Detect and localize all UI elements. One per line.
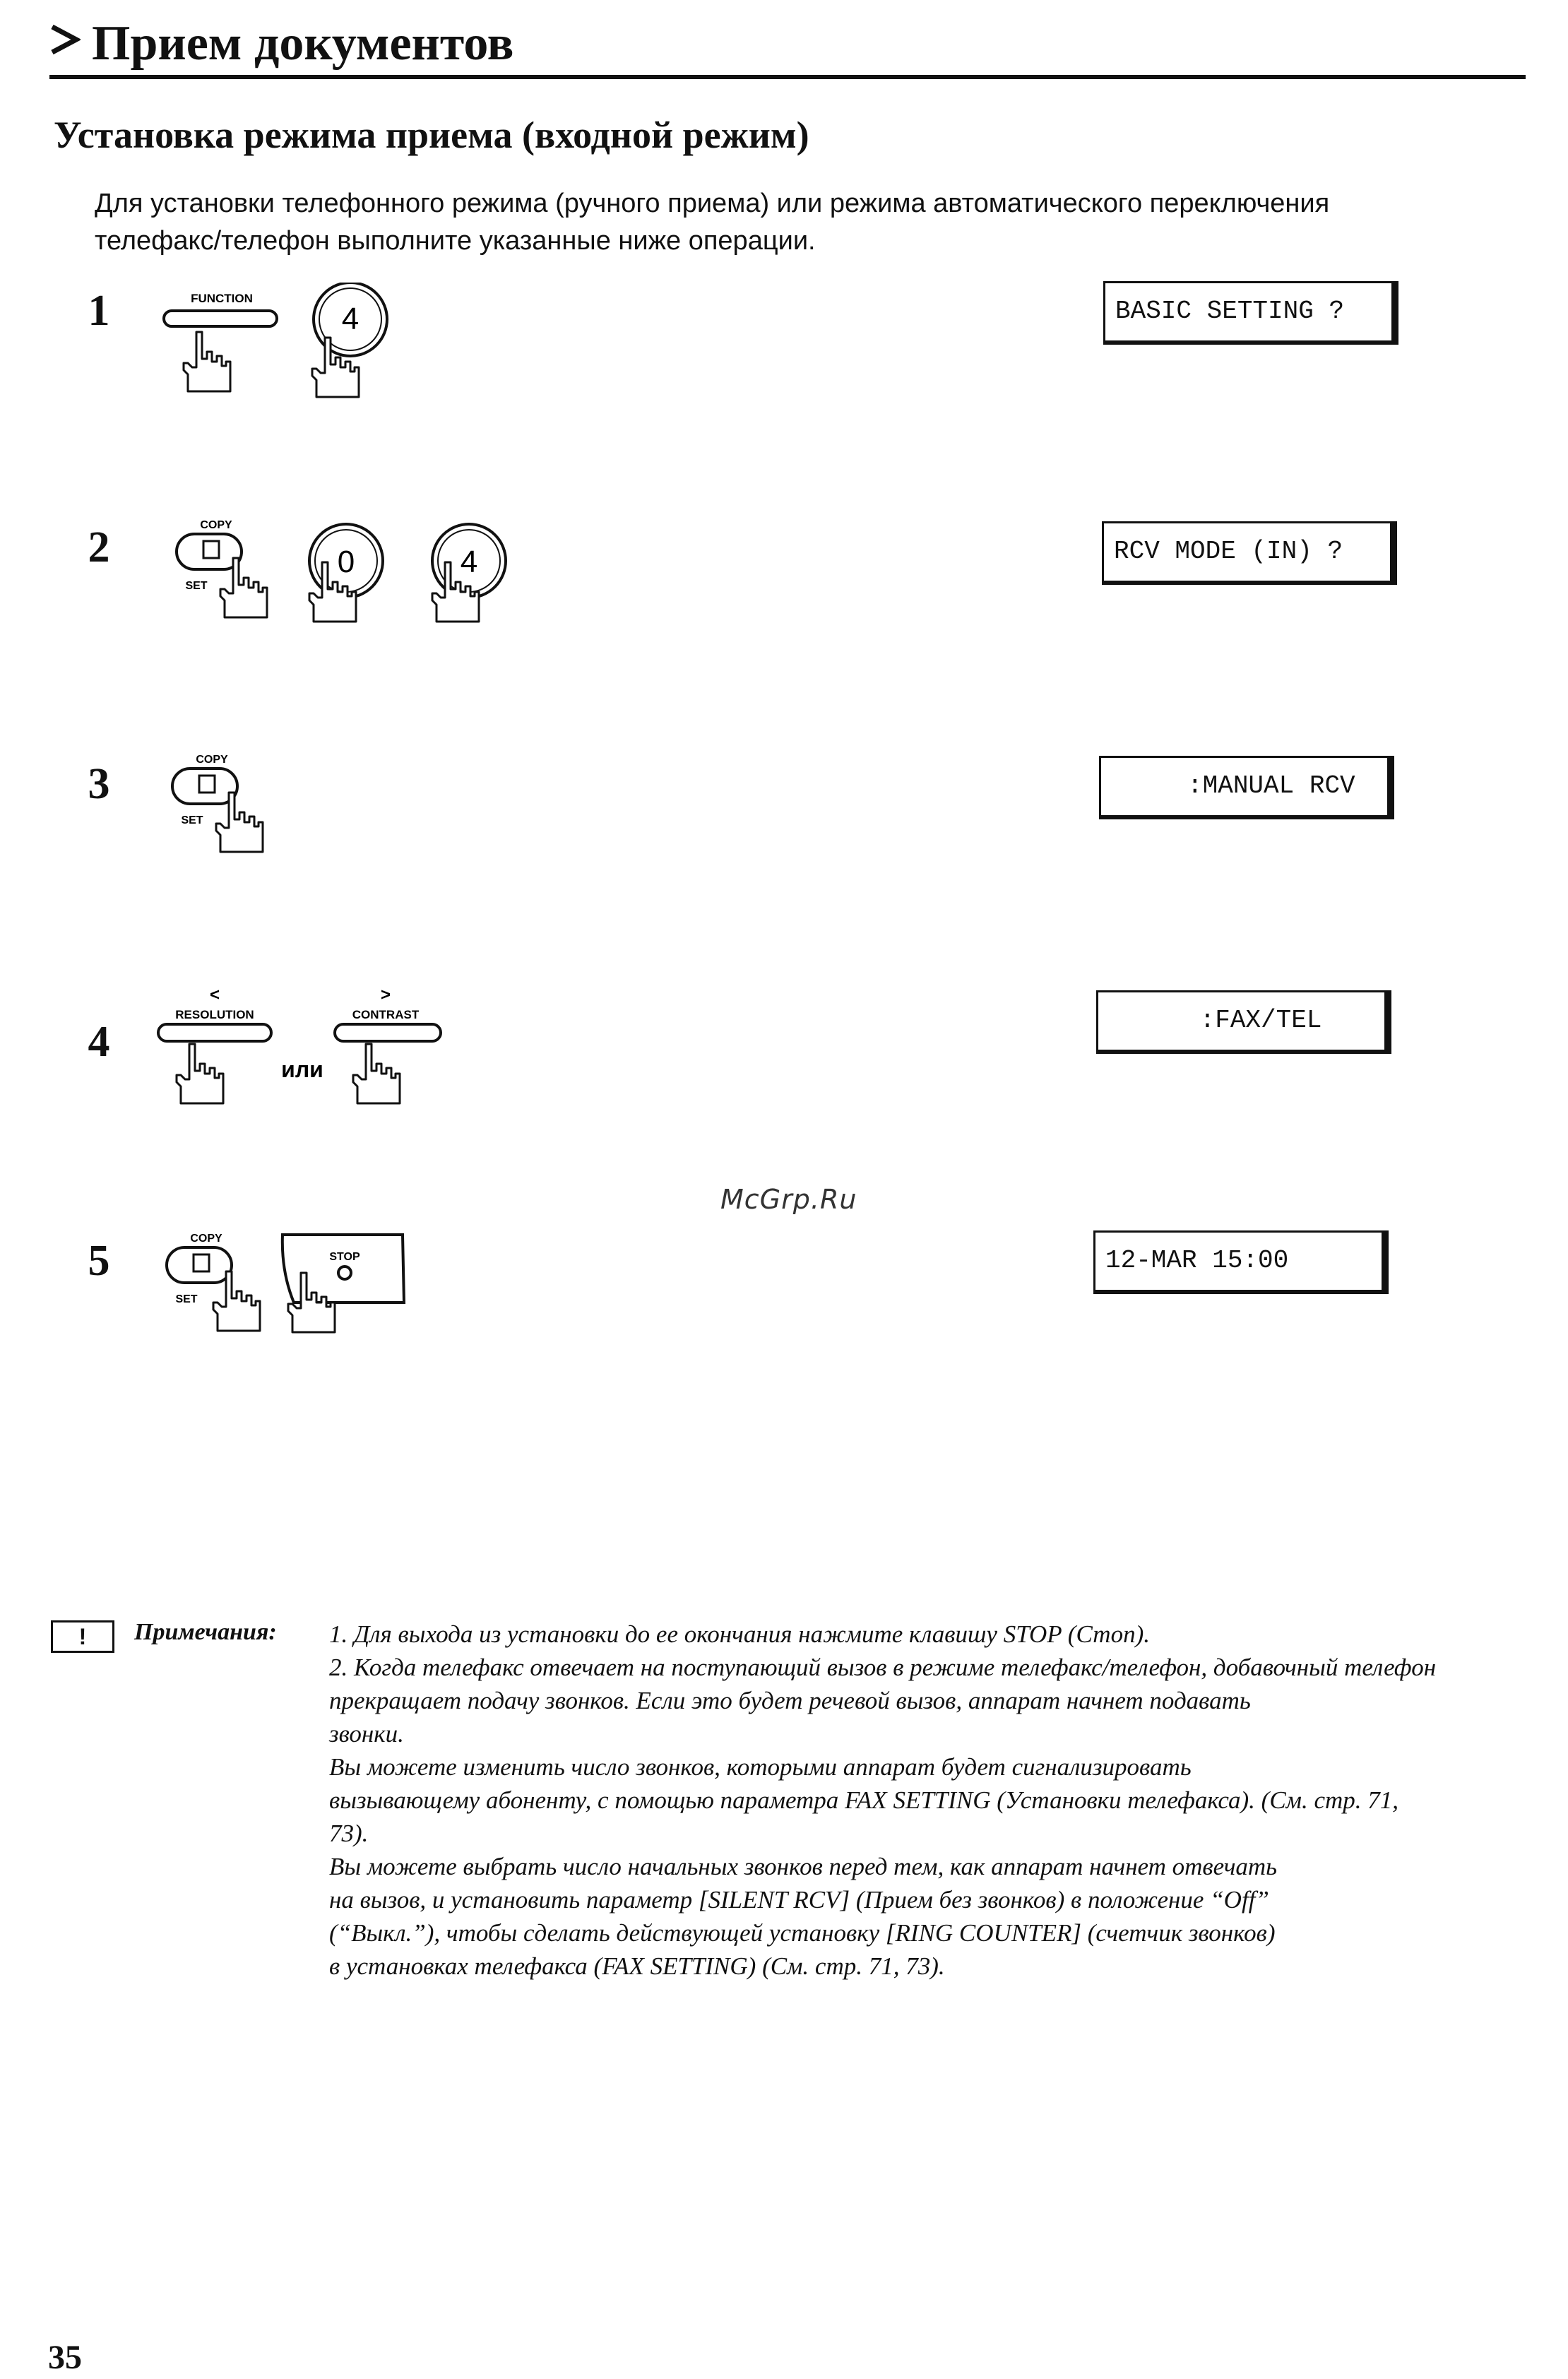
svg-text:STOP: STOP	[329, 1251, 360, 1263]
pointing-hand-icon	[184, 332, 230, 391]
svg-text:4: 4	[460, 545, 478, 579]
intro-text: Для установки телефонного режима (ручного приема) или режима автоматического переключения телефакс/телефон выполните указанные ниже операции.	[95, 189, 1330, 256]
svg-text:0: 0	[337, 545, 355, 579]
step-3-keys	[155, 750, 297, 863]
svg-text:COPY: COPY	[200, 519, 232, 531]
step-1-keys	[155, 283, 403, 424]
notes-list	[329, 1618, 1523, 1983]
note-line: (“Выкл.”), чтобы сделать действующей установку [RING COUNTER] (счетчик звонков)	[329, 1919, 1276, 1947]
note-line: на вызов, и установить параметр [SILENT RCV] (Прием без звонков) в положение “Off”	[329, 1886, 1269, 1914]
lcd-display-1: BASIC SETTING ?	[1103, 281, 1398, 345]
section-title: Установка режима приема (входной режим)	[54, 114, 809, 156]
page-header	[49, 13, 1526, 79]
svg-text:или: или	[281, 1057, 323, 1082]
attention-icon: !	[51, 1620, 114, 1653]
step-number-2: 2	[88, 523, 110, 571]
arrow-right-icon	[49, 23, 81, 57]
step-number-1: 1	[88, 287, 110, 335]
note-line: вызывающему абоненту, с помощью параметра FAX SETTING (Установки телефакса). (См. стр. 71,	[329, 1786, 1399, 1814]
svg-text:COPY: COPY	[190, 1233, 222, 1245]
note-line: 73).	[329, 1820, 369, 1847]
step-number-4: 4	[88, 1018, 110, 1066]
note-line: прекращает подачу звонков. Если это будет речевой вызов, аппарат начнет подавать	[329, 1687, 1251, 1714]
function-key-label: FUNCTION	[191, 292, 253, 305]
notes-label: Примечания:	[134, 1619, 277, 1645]
note-line: 1. Для выхода из установки до ее окончания нажмите клавишу STOP (Стоп).	[329, 1620, 1150, 1648]
step-5-keys	[155, 1229, 424, 1342]
resolution-key	[158, 1024, 271, 1041]
contrast-key-label: CONTRAST	[352, 1008, 420, 1021]
pointing-hand-icon	[177, 1044, 223, 1103]
svg-text:<: <	[209, 985, 220, 1004]
watermark-text: McGrp.Ru	[720, 1184, 857, 1215]
svg-text:>: >	[380, 985, 391, 1004]
svg-text:COPY: COPY	[196, 754, 228, 766]
resolution-key-label: RESOLUTION	[175, 1008, 254, 1021]
lcd-display-2: RCV MODE (IN) ?	[1102, 521, 1397, 585]
svg-text:SET: SET	[185, 580, 208, 592]
note-line: Вы можете выбрать число начальных звонков перед тем, как аппарат начнет отвечать	[329, 1853, 1278, 1880]
lcd-display-4: :FAX/TEL	[1096, 990, 1391, 1054]
contrast-key	[335, 1024, 441, 1041]
lcd-display-5: 12-MAR 15:00	[1093, 1230, 1389, 1294]
step-number-5: 5	[88, 1237, 110, 1285]
svg-text:4: 4	[341, 302, 360, 336]
function-key	[164, 311, 277, 326]
note-line: Вы можете изменить число звонков, которыми аппарат будет сигнализировать	[329, 1753, 1192, 1781]
step-4-keys	[155, 983, 452, 1110]
svg-text:SET: SET	[175, 1293, 198, 1305]
note-line: в установках телефакса (FAX SETTING) (См. стр. 71, 73).	[329, 1952, 945, 1980]
step-number-3: 3	[88, 760, 110, 808]
lcd-display-3: :MANUAL RCV	[1099, 756, 1394, 819]
step-2-keys	[155, 516, 523, 629]
svg-text:SET: SET	[181, 814, 203, 826]
page-title: Прием документов	[92, 16, 514, 71]
pointing-hand-icon	[353, 1044, 400, 1103]
page-number: 35	[48, 2339, 82, 2376]
note-line: звонки.	[329, 1720, 404, 1748]
note-line: 2. Когда телефакс отвечает на поступающий вызов в режиме телефакс/телефон, добавочный телефон	[329, 1654, 1437, 1681]
